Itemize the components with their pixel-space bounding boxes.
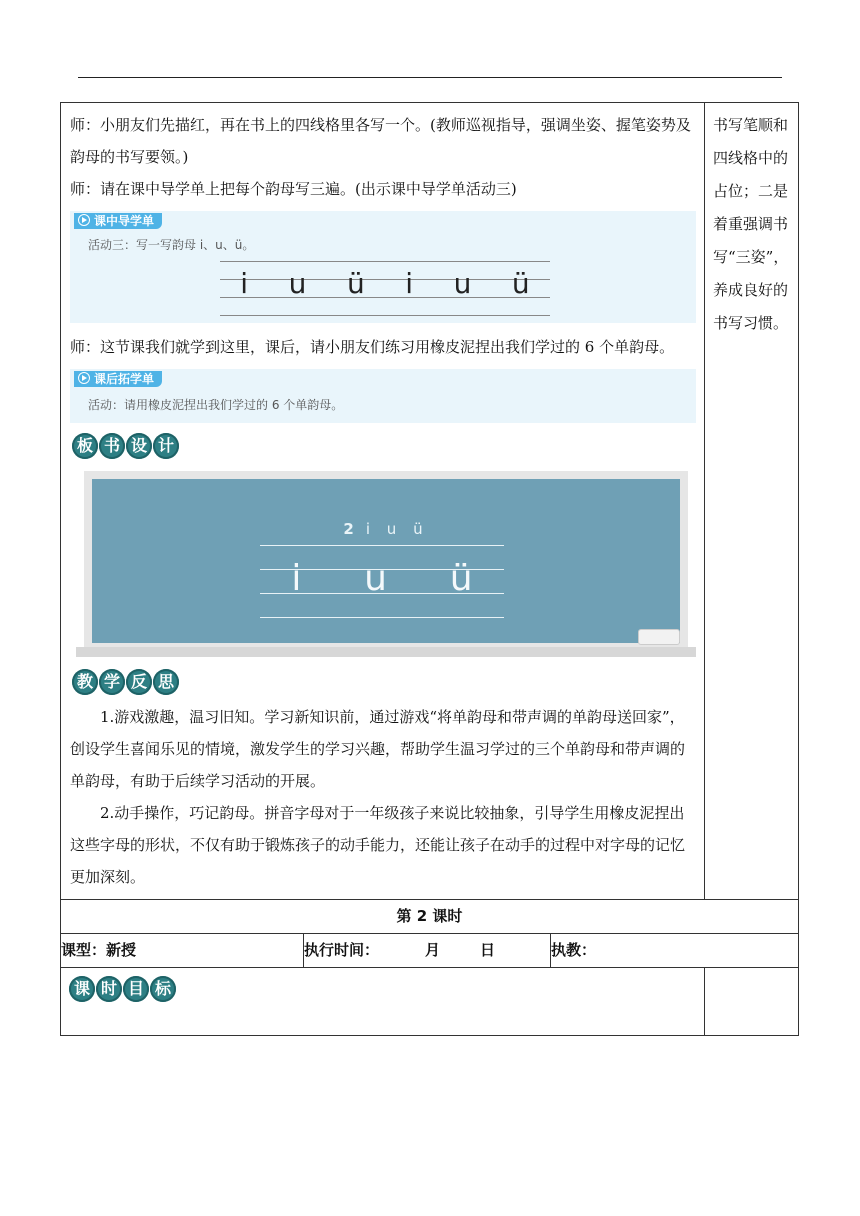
blackboard xyxy=(76,471,696,659)
paragraph-2: 师：请在课中导学单上把每个韵母写三遍。(出示课中导学单活动三) xyxy=(70,180,517,198)
activity-text: 活动三：写一写韵母 i、u、ü。 xyxy=(88,238,255,252)
side-cell xyxy=(705,103,799,900)
reflection-2: 2.动手操作，巧记韵母。拼音字母对于一年级孩子来说比较抽象，引导学生用橡皮泥捏出这些字母的形状，不仅有助于锻炼孩子的动手能力，还能让孩子在动手的过程中对字母的记忆更加深刻。 xyxy=(70,804,686,886)
letter: ü xyxy=(346,267,365,300)
letter: i xyxy=(291,558,302,599)
teaching-reflection-heading: 教 学 反 思 xyxy=(72,669,696,695)
letter: u xyxy=(453,267,472,300)
lesson-title: 第 2 课时 xyxy=(61,900,799,934)
activity-text: 活动：请用橡皮泥捏出我们学过的 6 个单韵母。 xyxy=(88,398,344,412)
letter: ü xyxy=(449,558,473,599)
in-class-guide-panel xyxy=(70,211,696,323)
content-cell xyxy=(61,103,705,900)
board-design-heading: 板 书 设 计 xyxy=(72,433,696,459)
letter: i xyxy=(240,267,249,300)
letter: i xyxy=(405,267,414,300)
board-four-line-grid xyxy=(260,545,504,619)
paragraph-1: 师：小朋友们先描红，再在书上的四线格里各写一个。(教师巡视指导，强调坐姿、握笔姿势及韵母的书写要领。) xyxy=(70,116,691,166)
letter-row xyxy=(260,559,504,599)
eraser-icon xyxy=(638,629,680,645)
play-icon xyxy=(78,214,90,226)
paragraph-3: 师：这节课我们就学到这里，课后，请小朋友们练习用橡皮泥捏出我们学过的 6 个单韵母。 xyxy=(70,338,675,356)
letter-row xyxy=(220,267,550,301)
four-line-grid xyxy=(220,261,550,317)
lesson-type: 课型：新授 xyxy=(61,934,304,968)
panel-tag: 课中导学单 xyxy=(74,213,162,229)
header-rule xyxy=(78,77,782,78)
letter: u xyxy=(288,267,307,300)
teacher: 执教： xyxy=(551,934,799,968)
letter: u xyxy=(364,558,387,599)
lesson-goal-heading: 课 时 目 标 xyxy=(69,976,704,1002)
after-class-panel xyxy=(70,369,696,423)
goal-cell xyxy=(61,968,705,1036)
board-title: 2 i u ü xyxy=(343,520,429,538)
reflection-1: 1.游戏激趣，温习旧知。学习新知识前，通过游戏“将单韵母和带声调的单韵母送回家”，创设学生喜闻乐见的情境，激发学生的学习兴趣，帮助学生温习学过的三个单韵母和带声调的单韵母，有助于后续学习活动的开展。 xyxy=(70,708,686,790)
execution-time: 执行时间： 月 日 xyxy=(304,934,551,968)
goal-side-cell xyxy=(705,968,799,1036)
lesson-table xyxy=(60,102,799,1036)
panel-tag: 课后拓学单 xyxy=(74,371,162,387)
play-icon xyxy=(78,372,90,384)
letter: ü xyxy=(511,267,530,300)
side-note: 书写笔顺和四线格中的占位；二是着重强调书写“三姿”，养成良好的书写习惯。 xyxy=(713,116,789,332)
